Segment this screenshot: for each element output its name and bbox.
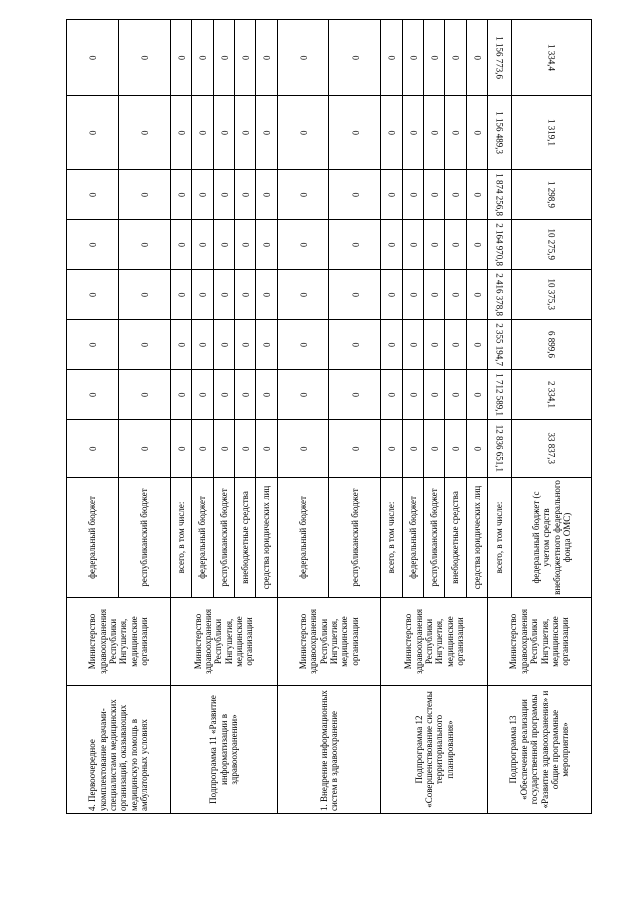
value-text: 0 [472, 242, 483, 247]
value-text: 0 [139, 392, 150, 397]
table-row [170, 20, 191, 814]
value-text: 0 [176, 392, 187, 397]
value-text: 0 [350, 342, 361, 347]
executor-cell: Министерство здравоохранения Республики Ингушетия, медицинские организации [67, 598, 171, 686]
value-cell [213, 420, 234, 478]
program-cell: Подпрограмма 12 «Совершенствование системы территориального планирования» [381, 686, 488, 814]
executor-cell: Министерство здравоохранения Республики Ингушетия, медицинские организации [170, 598, 277, 686]
funding-source-cell: республиканский бюджет [118, 478, 170, 598]
value-text: 0 [429, 55, 440, 60]
value-text: 0 [386, 446, 397, 451]
value-cell [488, 320, 512, 370]
value-text: 0 [197, 192, 208, 197]
value-text: 0 [386, 242, 397, 247]
value-text: 0 [298, 392, 309, 397]
value-text: 0 [298, 446, 309, 451]
value-text: 1 874 256,8 [494, 173, 505, 216]
value-text: 0 [240, 55, 251, 60]
funding-source-cell: средства юридических лиц [256, 478, 277, 598]
value-cell [277, 420, 329, 478]
value-cell [466, 320, 487, 370]
value-cell [234, 270, 255, 320]
value-text: 0 [261, 130, 272, 135]
value-text: 0 [350, 192, 361, 197]
value-cell [512, 170, 592, 220]
value-cell [277, 370, 329, 420]
funding-source-cell: федеральный бюджет [192, 478, 213, 598]
value-cell [170, 96, 191, 170]
budget-table [66, 19, 592, 814]
value-cell [256, 170, 277, 220]
value-text: 0 [197, 392, 208, 397]
value-cell [329, 170, 381, 220]
value-text: 0 [261, 292, 272, 297]
funding-source-cell: федеральный бюджет [67, 478, 119, 598]
value-text: 0 [408, 192, 419, 197]
value-text: 2 164 970,8 [494, 223, 505, 266]
value-cell [213, 96, 234, 170]
value-text: 0 [218, 446, 229, 451]
value-cell [445, 170, 466, 220]
value-cell [329, 420, 381, 478]
value-text: 0 [139, 292, 150, 297]
value-text: 2 334,1 [546, 381, 557, 408]
value-text: 12 836 651,1 [494, 424, 505, 473]
value-cell [192, 220, 213, 270]
value-text: 1 298,9 [546, 181, 557, 208]
value-cell [67, 96, 119, 170]
value-cell [381, 270, 402, 320]
value-cell [402, 20, 423, 96]
value-cell [192, 170, 213, 220]
program-cell: 4. Первоочередное укомплектование врачами-специалистами медицинских организаций, оказывающих медицинскую помощь в амбулаторных условиях [67, 686, 171, 814]
value-cell [381, 220, 402, 270]
value-text: 0 [450, 242, 461, 247]
value-cell [424, 170, 445, 220]
value-text: 1 156 489,3 [494, 111, 505, 154]
value-text: 0 [472, 446, 483, 451]
value-text: 0 [139, 242, 150, 247]
value-cell [424, 96, 445, 170]
value-text: 0 [350, 55, 361, 60]
value-text: 0 [298, 242, 309, 247]
funding-source-cell: внебюджетные средства [445, 478, 466, 598]
funding-source-cell: федеральный бюджет [277, 478, 329, 598]
value-cell [256, 320, 277, 370]
value-cell [256, 220, 277, 270]
value-text: 0 [261, 242, 272, 247]
value-cell [170, 270, 191, 320]
value-text: 0 [197, 342, 208, 347]
value-text: 0 [350, 292, 361, 297]
value-cell [381, 170, 402, 220]
value-text: 0 [87, 192, 98, 197]
value-cell [213, 370, 234, 420]
executor-cell: Министерство здравоохранения Республики Ингушетия, медицинские организации [381, 598, 488, 686]
value-text: 0 [139, 192, 150, 197]
value-text: 0 [261, 446, 272, 451]
value-cell [118, 170, 170, 220]
value-cell [424, 420, 445, 478]
funding-source-cell: федеральный бюджет [402, 478, 423, 598]
value-text: 0 [298, 130, 309, 135]
value-cell [170, 220, 191, 270]
value-text: 0 [472, 55, 483, 60]
value-text: 0 [218, 242, 229, 247]
value-text: 0 [408, 446, 419, 451]
value-text: 0 [450, 130, 461, 135]
table-row [488, 20, 512, 814]
value-text: 1 712 589,1 [494, 373, 505, 416]
value-text: 0 [87, 242, 98, 247]
value-text: 0 [386, 292, 397, 297]
value-text: 0 [87, 392, 98, 397]
table-row [381, 20, 402, 814]
value-cell [445, 96, 466, 170]
value-text: 0 [408, 392, 419, 397]
value-text: 0 [197, 446, 208, 451]
value-text: 0 [87, 446, 98, 451]
value-cell [256, 420, 277, 478]
value-text: 0 [176, 446, 187, 451]
value-cell [424, 20, 445, 96]
value-cell [67, 270, 119, 320]
value-text: 0 [429, 292, 440, 297]
value-cell [192, 370, 213, 420]
value-cell [424, 320, 445, 370]
value-text: 0 [350, 392, 361, 397]
value-cell [424, 370, 445, 420]
value-cell [170, 20, 191, 96]
value-cell [118, 220, 170, 270]
value-text: 0 [139, 55, 150, 60]
value-cell [402, 370, 423, 420]
value-cell [234, 320, 255, 370]
value-cell [234, 20, 255, 96]
value-cell [234, 220, 255, 270]
value-text: 0 [197, 55, 208, 60]
funding-source-cell: внебюджетные средства [234, 478, 255, 598]
value-cell [329, 320, 381, 370]
program-cell: Подпрограмма 11 «Развитие информатизации в здравоохранении» [170, 686, 277, 814]
value-cell [118, 96, 170, 170]
value-cell [445, 320, 466, 370]
value-cell [213, 270, 234, 320]
value-cell [381, 96, 402, 170]
value-text: 0 [176, 55, 187, 60]
value-text: 0 [429, 242, 440, 247]
value-text: 0 [408, 292, 419, 297]
value-cell [256, 370, 277, 420]
funding-source-cell: федеральный бюджет (с учетом средств внебюджетного федерального фонда ОМС) [512, 478, 592, 598]
executor-cell: Министерство здравоохранения Республики Ингушетия, медицинские организации [277, 598, 381, 686]
value-text: 0 [261, 392, 272, 397]
value-text: 0 [450, 192, 461, 197]
value-text: 0 [218, 192, 229, 197]
value-cell [512, 420, 592, 478]
funding-source-cell: республиканский бюджет [213, 478, 234, 598]
value-text: 0 [176, 192, 187, 197]
value-cell [277, 20, 329, 96]
value-text: 0 [218, 392, 229, 397]
program-cell: 1. Внедрение информационных систем в здравоохранение [277, 686, 381, 814]
value-text: 0 [386, 192, 397, 197]
value-cell [488, 270, 512, 320]
value-cell [213, 20, 234, 96]
value-text: 0 [261, 192, 272, 197]
value-cell [402, 270, 423, 320]
value-cell [466, 370, 487, 420]
value-text: 0 [298, 55, 309, 60]
value-cell [192, 20, 213, 96]
value-text: 0 [218, 292, 229, 297]
value-cell [445, 20, 466, 96]
program-cell: Подпрограмма 13 «Обеспечение реализации государственной программы «Развитие здравоохранения» и общие программные мероприятия» [488, 686, 592, 814]
value-cell [445, 420, 466, 478]
value-cell [118, 270, 170, 320]
value-cell [329, 270, 381, 320]
table-row [277, 20, 329, 814]
value-text: 0 [429, 392, 440, 397]
value-text: 0 [450, 55, 461, 60]
value-text: 6 899,6 [546, 331, 557, 358]
value-text: 0 [240, 292, 251, 297]
value-cell [488, 20, 512, 96]
value-cell [277, 320, 329, 370]
value-text: 0 [240, 446, 251, 451]
value-text: 0 [87, 292, 98, 297]
table-row [67, 20, 119, 814]
value-cell [234, 170, 255, 220]
value-text: 0 [386, 392, 397, 397]
value-cell [488, 170, 512, 220]
value-cell [512, 220, 592, 270]
value-text: 0 [240, 392, 251, 397]
value-cell [402, 170, 423, 220]
value-cell [512, 370, 592, 420]
funding-source-cell: республиканский бюджет [424, 478, 445, 598]
value-text: 0 [472, 392, 483, 397]
value-text: 0 [450, 342, 461, 347]
value-cell [488, 96, 512, 170]
value-cell [234, 96, 255, 170]
value-text: 0 [176, 130, 187, 135]
value-cell [277, 170, 329, 220]
value-cell [67, 220, 119, 270]
value-text: 1 156 773,6 [494, 36, 505, 79]
value-cell [256, 20, 277, 96]
value-cell [170, 170, 191, 220]
value-cell [381, 320, 402, 370]
executor-cell: Министерство здравоохранения Республики Ингушетия, медицинские организации [488, 598, 592, 686]
value-text: 0 [139, 130, 150, 135]
funding-source-cell: всего, в том числе: [170, 478, 191, 598]
value-cell [213, 170, 234, 220]
value-text: 0 [197, 130, 208, 135]
value-text: 0 [261, 342, 272, 347]
value-cell [118, 320, 170, 370]
value-cell [256, 270, 277, 320]
value-text: 0 [298, 342, 309, 347]
value-text: 0 [176, 242, 187, 247]
value-cell [118, 420, 170, 478]
value-text: 0 [218, 55, 229, 60]
value-text: 0 [87, 55, 98, 60]
value-cell [445, 220, 466, 270]
value-cell [512, 96, 592, 170]
value-text: 0 [298, 192, 309, 197]
value-text: 0 [472, 342, 483, 347]
value-cell [67, 320, 119, 370]
value-cell [381, 370, 402, 420]
value-cell [466, 220, 487, 270]
value-text: 0 [218, 130, 229, 135]
value-text: 0 [298, 292, 309, 297]
value-text: 0 [429, 130, 440, 135]
value-text: 0 [350, 130, 361, 135]
value-cell [424, 270, 445, 320]
value-text: 0 [240, 130, 251, 135]
value-cell [466, 270, 487, 320]
value-text: 0 [218, 342, 229, 347]
value-cell [170, 420, 191, 478]
value-cell [445, 370, 466, 420]
value-cell [192, 96, 213, 170]
value-text: 0 [472, 192, 483, 197]
value-cell [445, 270, 466, 320]
value-text: 0 [429, 446, 440, 451]
value-text: 0 [472, 292, 483, 297]
value-text: 0 [450, 292, 461, 297]
value-text: 0 [386, 342, 397, 347]
value-cell [67, 20, 119, 96]
value-cell [488, 420, 512, 478]
value-text: 0 [87, 130, 98, 135]
value-cell [118, 370, 170, 420]
value-cell [488, 370, 512, 420]
value-text: 33 837,3 [546, 432, 557, 465]
value-text: 2 355 194,7 [494, 323, 505, 366]
value-cell [67, 370, 119, 420]
value-text: 0 [408, 242, 419, 247]
value-cell [213, 320, 234, 370]
value-text: 10 275,9 [546, 228, 557, 261]
value-text: 0 [197, 242, 208, 247]
value-text: 10 375,3 [546, 278, 557, 311]
value-text: 0 [87, 342, 98, 347]
value-cell [329, 370, 381, 420]
value-cell [277, 270, 329, 320]
value-cell [512, 20, 592, 96]
value-text: 0 [429, 192, 440, 197]
value-cell [234, 370, 255, 420]
value-text: 0 [261, 55, 272, 60]
value-text: 1 334,4 [546, 44, 557, 71]
value-text: 1 319,1 [546, 119, 557, 146]
value-cell [381, 420, 402, 478]
value-text: 2 416 378,8 [494, 273, 505, 316]
value-cell [213, 220, 234, 270]
value-cell [67, 420, 119, 478]
value-cell [170, 320, 191, 370]
value-text: 0 [450, 392, 461, 397]
funding-source-cell: средства юридических лиц [466, 478, 487, 598]
value-cell [192, 320, 213, 370]
value-cell [466, 96, 487, 170]
value-cell [277, 96, 329, 170]
value-text: 0 [240, 192, 251, 197]
value-cell [402, 220, 423, 270]
value-cell [512, 270, 592, 320]
value-cell [256, 96, 277, 170]
funding-source-cell: всего, в том числе: [381, 478, 402, 598]
value-cell [170, 370, 191, 420]
value-cell [192, 270, 213, 320]
value-cell [424, 220, 445, 270]
value-text: 0 [139, 446, 150, 451]
value-text: 0 [408, 342, 419, 347]
value-text: 0 [450, 446, 461, 451]
value-text: 0 [350, 446, 361, 451]
value-text: 0 [386, 55, 397, 60]
value-cell [402, 96, 423, 170]
value-text: 0 [386, 130, 397, 135]
value-cell [381, 20, 402, 96]
value-cell [67, 170, 119, 220]
value-text: 0 [429, 342, 440, 347]
value-text: 0 [408, 55, 419, 60]
value-cell [329, 220, 381, 270]
value-cell [329, 96, 381, 170]
value-cell [234, 420, 255, 478]
funding-source-cell: всего, в том числе: [488, 478, 512, 598]
value-text: 0 [240, 242, 251, 247]
value-cell [192, 420, 213, 478]
value-cell [402, 420, 423, 478]
value-text: 0 [176, 292, 187, 297]
value-text: 0 [408, 130, 419, 135]
value-text: 0 [240, 342, 251, 347]
value-text: 0 [197, 292, 208, 297]
value-text: 0 [139, 342, 150, 347]
funding-source-cell: республиканский бюджет [329, 478, 381, 598]
value-text: 0 [176, 342, 187, 347]
value-cell [466, 20, 487, 96]
value-cell [466, 170, 487, 220]
value-cell [329, 20, 381, 96]
value-text: 0 [472, 130, 483, 135]
value-cell [488, 220, 512, 270]
value-cell [402, 320, 423, 370]
value-cell [118, 20, 170, 96]
value-cell [466, 420, 487, 478]
value-cell [277, 220, 329, 270]
value-text: 0 [350, 242, 361, 247]
value-cell [512, 320, 592, 370]
